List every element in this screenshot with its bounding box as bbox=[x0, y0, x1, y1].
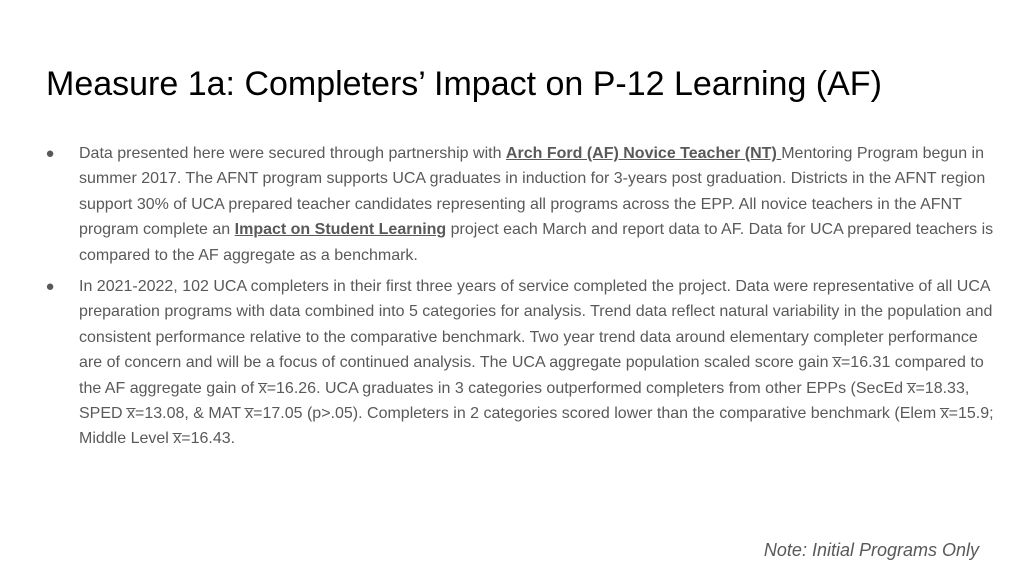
bullet-text: Mentoring Program begun in summer 2017. The AFNT program supports UCA graduates in induction for 3-years post graduation. Districts in the AFNT region support 30% of UCA prepared teacher candidates representing all programs across the EPP. All novice teachers in the AFNT program complete an bbox=[79, 145, 986, 239]
footnote: Note: Initial Programs Only bbox=[763, 540, 979, 560]
bullet-item-results bbox=[44, 274, 1004, 452]
impact-on-student-learning-link[interactable]: Impact on Student Learning bbox=[234, 221, 447, 239]
bullet-text: Data presented here were secured through partnership with bbox=[79, 145, 506, 162]
slide-title: Measure 1a: Completers’ Impact on P-12 Learning (AF) bbox=[46, 65, 882, 103]
bullet-marker: ● bbox=[45, 145, 55, 162]
bullet-list bbox=[44, 141, 1004, 452]
bullet-text: In 2021-2022, 102 UCA completers in their first three years of service completed the project. Data were representative of all UCA preparation programs with data combined into 5 categories for analysis. Trend data reflect natural variability in the population and consistent performance relative to the comparative benchmark. Two year trend data around elementary completer performance are of concern and will be a focus of continued analysis. The UCA aggregate population scaled score gain x̅=16.31 compared to the AF aggregate gain of x̅=16.26. UCA graduates in 3 categories outperformed completers from other EPPs (SecEd x̅=18.33, SPED x̅=13.08, & MAT x̅=17.05 (p>.05). Completers in 2 categories scored lower than the comparative benchmark (Elem x̅=15.9; Middle Level x̅=16.43. bbox=[79, 278, 994, 448]
arch-ford-link[interactable]: Arch Ford (AF) Novice Teacher (NT) bbox=[505, 145, 782, 162]
bullet-marker: ● bbox=[45, 278, 55, 296]
bullet-item-partnership bbox=[44, 141, 1004, 268]
bullet-text: project each March and report data to AF. Data for UCA prepared teachers is compared to the AF aggregate as a benchmark. bbox=[79, 221, 994, 264]
